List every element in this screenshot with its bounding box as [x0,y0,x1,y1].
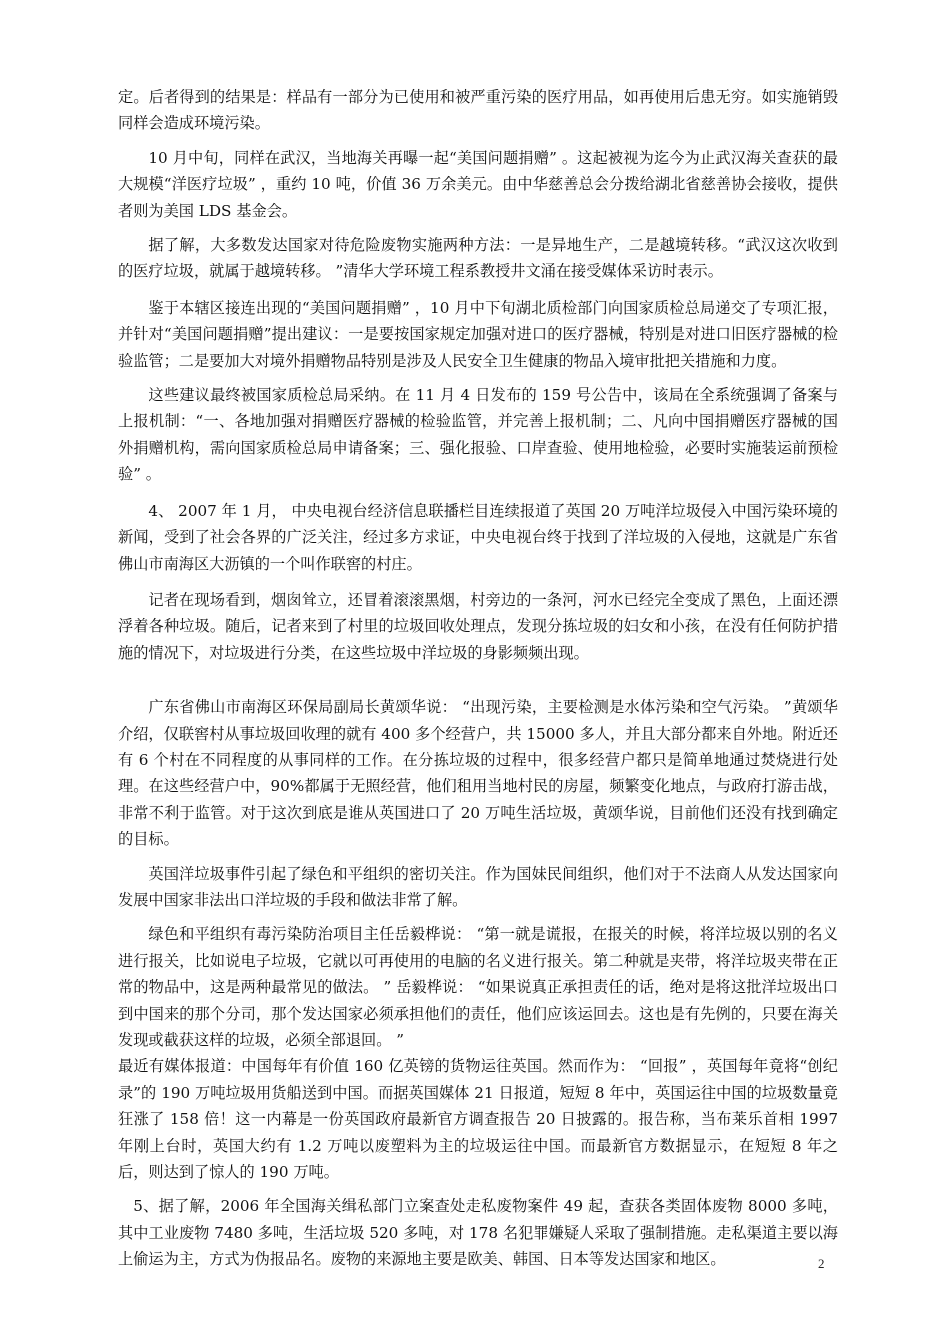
paragraph-continuation: 定。后者得到的结果是：样品有一部分为已使用和被严重污染的医疗用品，如再使用后患无穷。如实施销毁同样会造成环境污染。 [118,88,838,133]
paragraph-cross-border-transfer: 据了解，大多数发达国家对待危险废物实施两种方法：一是异地生产，二是越境转移。“武汉这次收到的医疗垃圾，就属于越境转移。 ”清华大学环境工程系教授井文涌在接受媒体采访时表示。 [118,236,838,281]
page-number: 2 [818,1256,825,1271]
paragraph-hubei-report: 鉴于本辖区接连出现的“美国问题捐赠” ，10 月中下旬湖北质检部门向国家质检总局递交了专项汇报，并针对“美国问题捐赠”提出建议：一是要按国家规定加强对进口的医疗器械，特别是对进口旧医疗器械的检验监管；二是要加大对境外捐赠物品特别是涉及人民安全卫生健康的物品入境审批把关措施和力度。 [118,298,838,370]
paragraph-wuhan-october: 10 月中旬，同样在武汉，当地海关再曝一起“美国问题捐赠” 。这起被视为迄今为止武汉海关查获的最大规模“洋医疗垃圾” ，重约 10 吨，价值 36 万余美元。由中华慈善总会分拨给湖北省慈善协会接收，提供者则为美国 LDS 基金会。 [118,148,838,220]
paragraph-greenpeace-attention: 英国洋垃圾事件引起了绿色和平组织的密切关注。作为国妹民间组织，他们对于不法商人从发达国家向发展中国家非法出口洋垃圾的手段和做法非常了解。 [118,864,838,909]
paragraph-media-report: 最近有媒体报道：中国每年有价值 160 亿英镑的货物运往英国。然而作为： “回报” ，英国每年竟将“创纪录”的 190 万吨垃圾用货船送到中国。而据英国媒体 21 日报道，短短 8 年中，英国运往中国的垃圾数量竟狂涨了 158 倍！这一内幕是一份英国政府最新官方调查报告 20 日披露的。报告称，当布莱乐首相 1997 年刚上台时，英国大约有 1.2 万吨以废塑料为主的垃圾运往中国。而最新官方数据显示，在短短 8 年之后，则达到了惊人的 190 万吨。 [118,1057,838,1182]
paragraph-yue-yihua: 绿色和平组织有毒污染防治项目主任岳毅桦说： “第一就是谎报，在报关的时候，将洋垃圾以别的名义进行报关，比如说电子垃圾，它就以可再使用的电脑的名义进行报关。第二种就是夹带，将洋垃圾夹带在正常的物品中，这是两种最常见的做法。 ” 岳毅桦说： “如果说真正承担责任的话，绝对是将这批洋垃圾出口到中国来的那个分司，那个发达国家必须承担他们的责任，他们应该运回去。这也是有先例的，只要在海关发现或截获这样的垃圾，必须全部退回。 ” [118,925,838,1049]
paragraph-aqsiq-notice: 这些建议最终被国家质检总局采纳。在 11 月 4 日发布的 159 号公告中，该局在全系统强调了备案与上报机制：“一、各地加强对捐赠医疗器械的检验监管，并完善上报机制；二、凡向中国捐赠医疗器械的国外捐赠机构，需向国家质检总局申请备案；三、强化报验、口岸查验、使用地检验，必要时实施装运前预检验” 。 [118,386,838,484]
document-body [118,84,838,1273]
paragraph-reporter-scene: 记者在现场看到，烟囱耸立，还冒着滚滚黑烟，村旁边的一条河，河水已经完全变成了黑色，上面还漂浮着各种垃圾。随后，记者来到了村里的垃圾回收处理点，发现分拣垃圾的妇女和小孩，在没有任何防护措施的情况下，对垃圾进行分类，在这些垃圾中洋垃圾的身影频频出现。 [118,590,838,662]
paragraph-item-5-customs: 5、据了解，2006 年全国海关缉私部门立案查处走私废物案件 49 起，查获各类固体废物 8000 多吨，其中工业废物 7480 多吨，生活垃圾 520 多吨，对 178 名犯罪嫌疑人采取了强制措施。走私渠道主要以海上偷运为主，方式为伪报品名。废物的来源地主要是欧美、韩国、日本等发达国家和地区。 [118,1197,838,1269]
paragraph-huang-songhua: 广东省佛山市南海区环保局副局长黄颂华说： “出现污染，主要检测是水体污染和空气污染。 ”黄颂华介绍，仅联窖村从事垃圾回收理的就有 400 多个经营户，共 15000 多人，并且大部分都来自外地。附近还有 6 个村在不同程度的从事同样的工作。在分拣垃圾的过程中，很多经营户都只是简单地通过焚烧进行处理。在这些经营户中，90%都属于无照经营，他们租用当地村民的房屋，频繁变化地点，与政府打游击战，非常不利于监管。对于这次到底是谁从英国进口了 20 万吨生活垃圾，黄颂华说，目前他们还没有找到确定的目标。 [118,698,838,849]
paragraph-item-4-cctv: 4、 2007 年 1 月， 中央电视台经济信息联播栏目连续报道了英国 20 万吨洋垃圾侵入中国污染环境的新闻，受到了社会各界的广泛关注，经过多方求证，中央电视台终于找到了洋垃圾的入侵地，这就是广东省佛山市南海区大沥镇的一个叫作联窖的村庄。 [118,501,838,573]
